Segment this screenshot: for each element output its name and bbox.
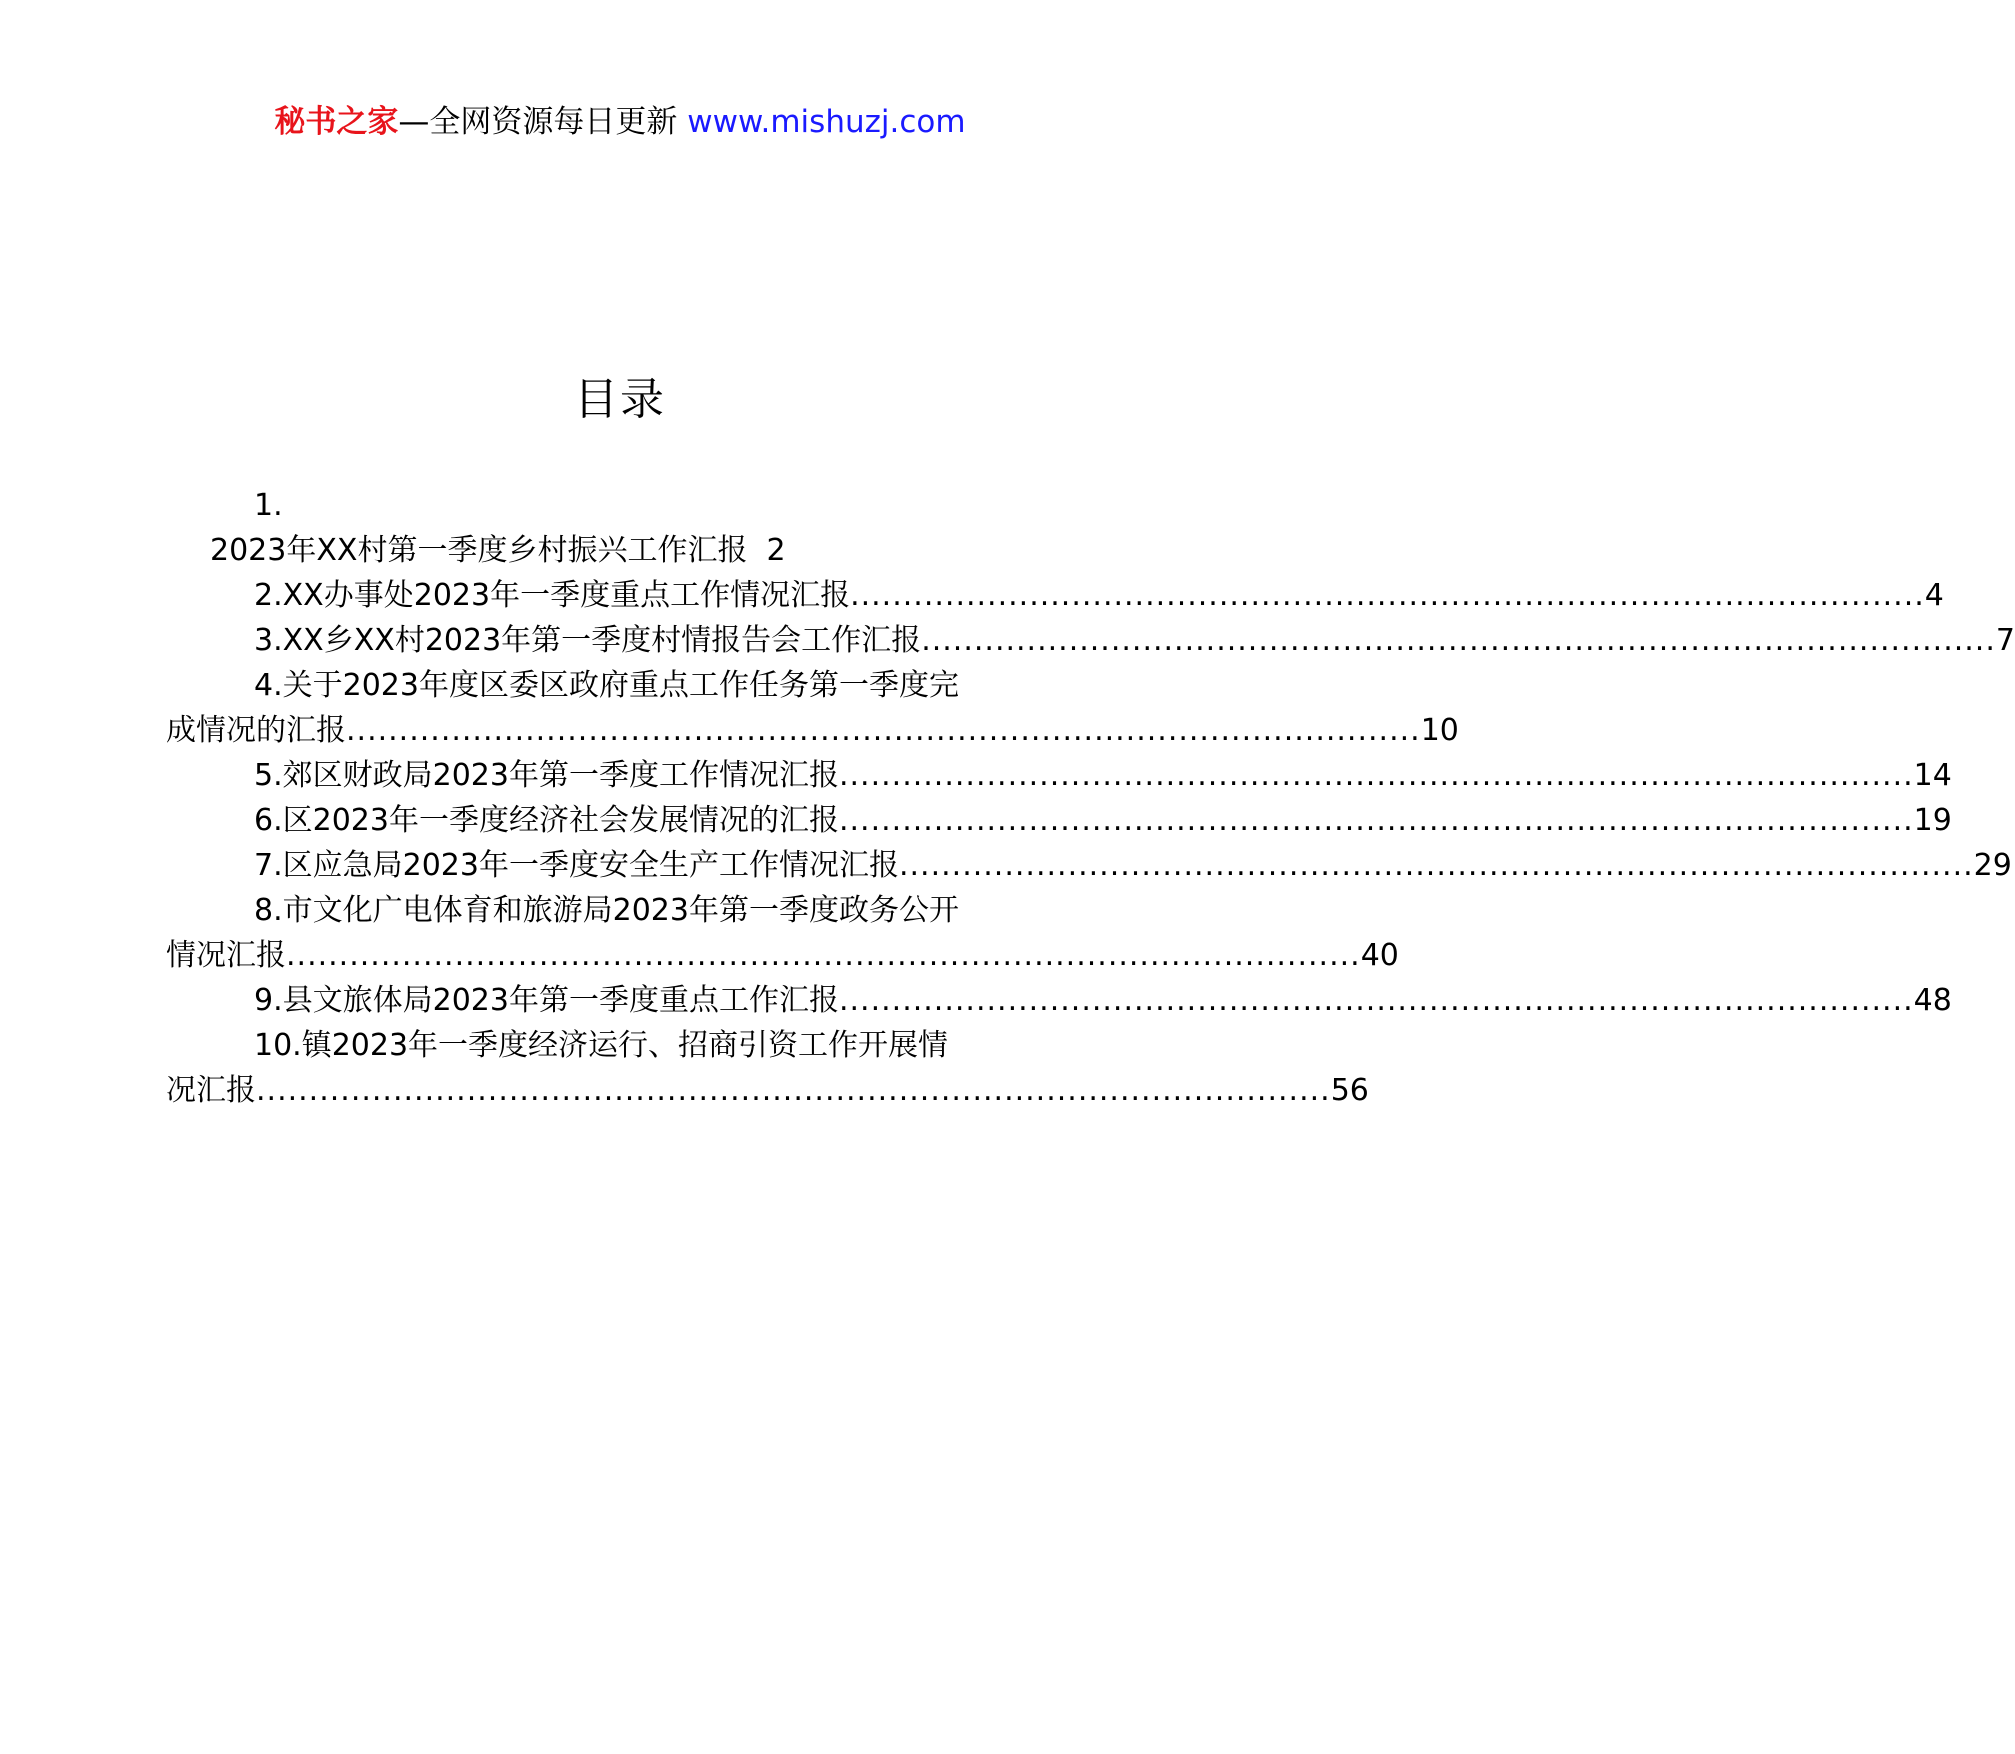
toc-entry-text: 9.县文旅体局2023年第一季度重点工作汇报	[254, 983, 839, 1018]
dot-leader: ......................................................................................................	[346, 713, 1421, 748]
toc-entry-2[interactable]	[188, 573, 1944, 618]
toc-entry-page: 7	[1995, 623, 2015, 658]
toc-entry-text-line2: 情况汇报	[166, 938, 286, 973]
toc-entry-page: 14	[1913, 758, 1952, 793]
table-of-contents	[166, 483, 2015, 1113]
toc-entry-4[interactable]	[166, 663, 1459, 753]
toc-entry-9[interactable]	[188, 978, 1952, 1023]
dot-leader: ......................................................................................................	[838, 803, 1914, 838]
toc-entry-page: 56	[1330, 1073, 1369, 1108]
site-header	[0, 102, 1240, 142]
toc-entry-page: 29	[1973, 848, 2012, 883]
toc-entry-page: 10	[1420, 713, 1459, 748]
toc-entry-8[interactable]	[166, 888, 1399, 978]
toc-entry-6[interactable]	[188, 798, 1952, 843]
toc-entry-number: 1.	[254, 488, 283, 523]
page-title: 目录	[574, 374, 666, 425]
toc-entry-text-line2: 成情况的汇报	[166, 713, 346, 748]
header-slogan: —全网资源每日更新	[398, 104, 688, 140]
site-url-link[interactable]: www.mishuzj.com	[687, 104, 966, 140]
toc-entry-page: 48	[1913, 983, 1952, 1018]
dot-leader: ......................................................................................................	[850, 578, 1925, 613]
toc-entry-1[interactable]	[188, 483, 1052, 573]
toc-entry-10[interactable]	[166, 1023, 1369, 1113]
toc-entry-page: 4	[1924, 578, 1944, 613]
toc-entry-text-line1: 10.镇2023年一季度经济运行、招商引资工作开展情	[254, 1028, 949, 1063]
dot-leader: ......................................................................................................	[921, 623, 1996, 658]
toc-entry-text: 2023年XX村第一季度乡村振兴工作汇报	[210, 533, 748, 568]
toc-entry-page: 19	[1913, 803, 1952, 838]
toc-entry-page: 40	[1360, 938, 1399, 973]
toc-entry-text: 5.郊区财政局2023年第一季度工作情况汇报	[254, 758, 839, 793]
dot-leader: ......................................................................................................	[838, 758, 1914, 793]
brand-name: 秘书之家	[274, 104, 399, 140]
toc-entry-text: 3.XX乡XX村2023年第一季度村情报告会工作汇报	[254, 623, 922, 658]
toc-entry-7[interactable]	[188, 843, 2012, 888]
toc-entry-3[interactable]	[188, 618, 2015, 663]
toc-entry-text-line2: 况汇报	[166, 1073, 256, 1108]
toc-entry-page: 2	[766, 533, 786, 568]
toc-entry-text: 7.区应急局2023年一季度安全生产工作情况汇报	[254, 848, 899, 883]
toc-entry-text-line1: 8.市文化广电体育和旅游局2023年第一季度政务公开	[254, 893, 959, 928]
dot-leader: ......................................................................................................	[838, 983, 1914, 1018]
toc-entry-text-line1: 4.关于2023年度区委区政府重点工作任务第一季度完	[254, 668, 959, 703]
toc-entry-text: 6.区2023年一季度经济社会发展情况的汇报	[254, 803, 839, 838]
dot-leader: ......................................................................................................	[898, 848, 1974, 883]
toc-entry-5[interactable]	[188, 753, 1952, 798]
dot-leader: ......................................................................................................	[286, 938, 1361, 973]
toc-entry-text: 2.XX办事处2023年一季度重点工作情况汇报	[254, 578, 851, 613]
dot-leader: ......................................................................................................	[256, 1073, 1331, 1108]
